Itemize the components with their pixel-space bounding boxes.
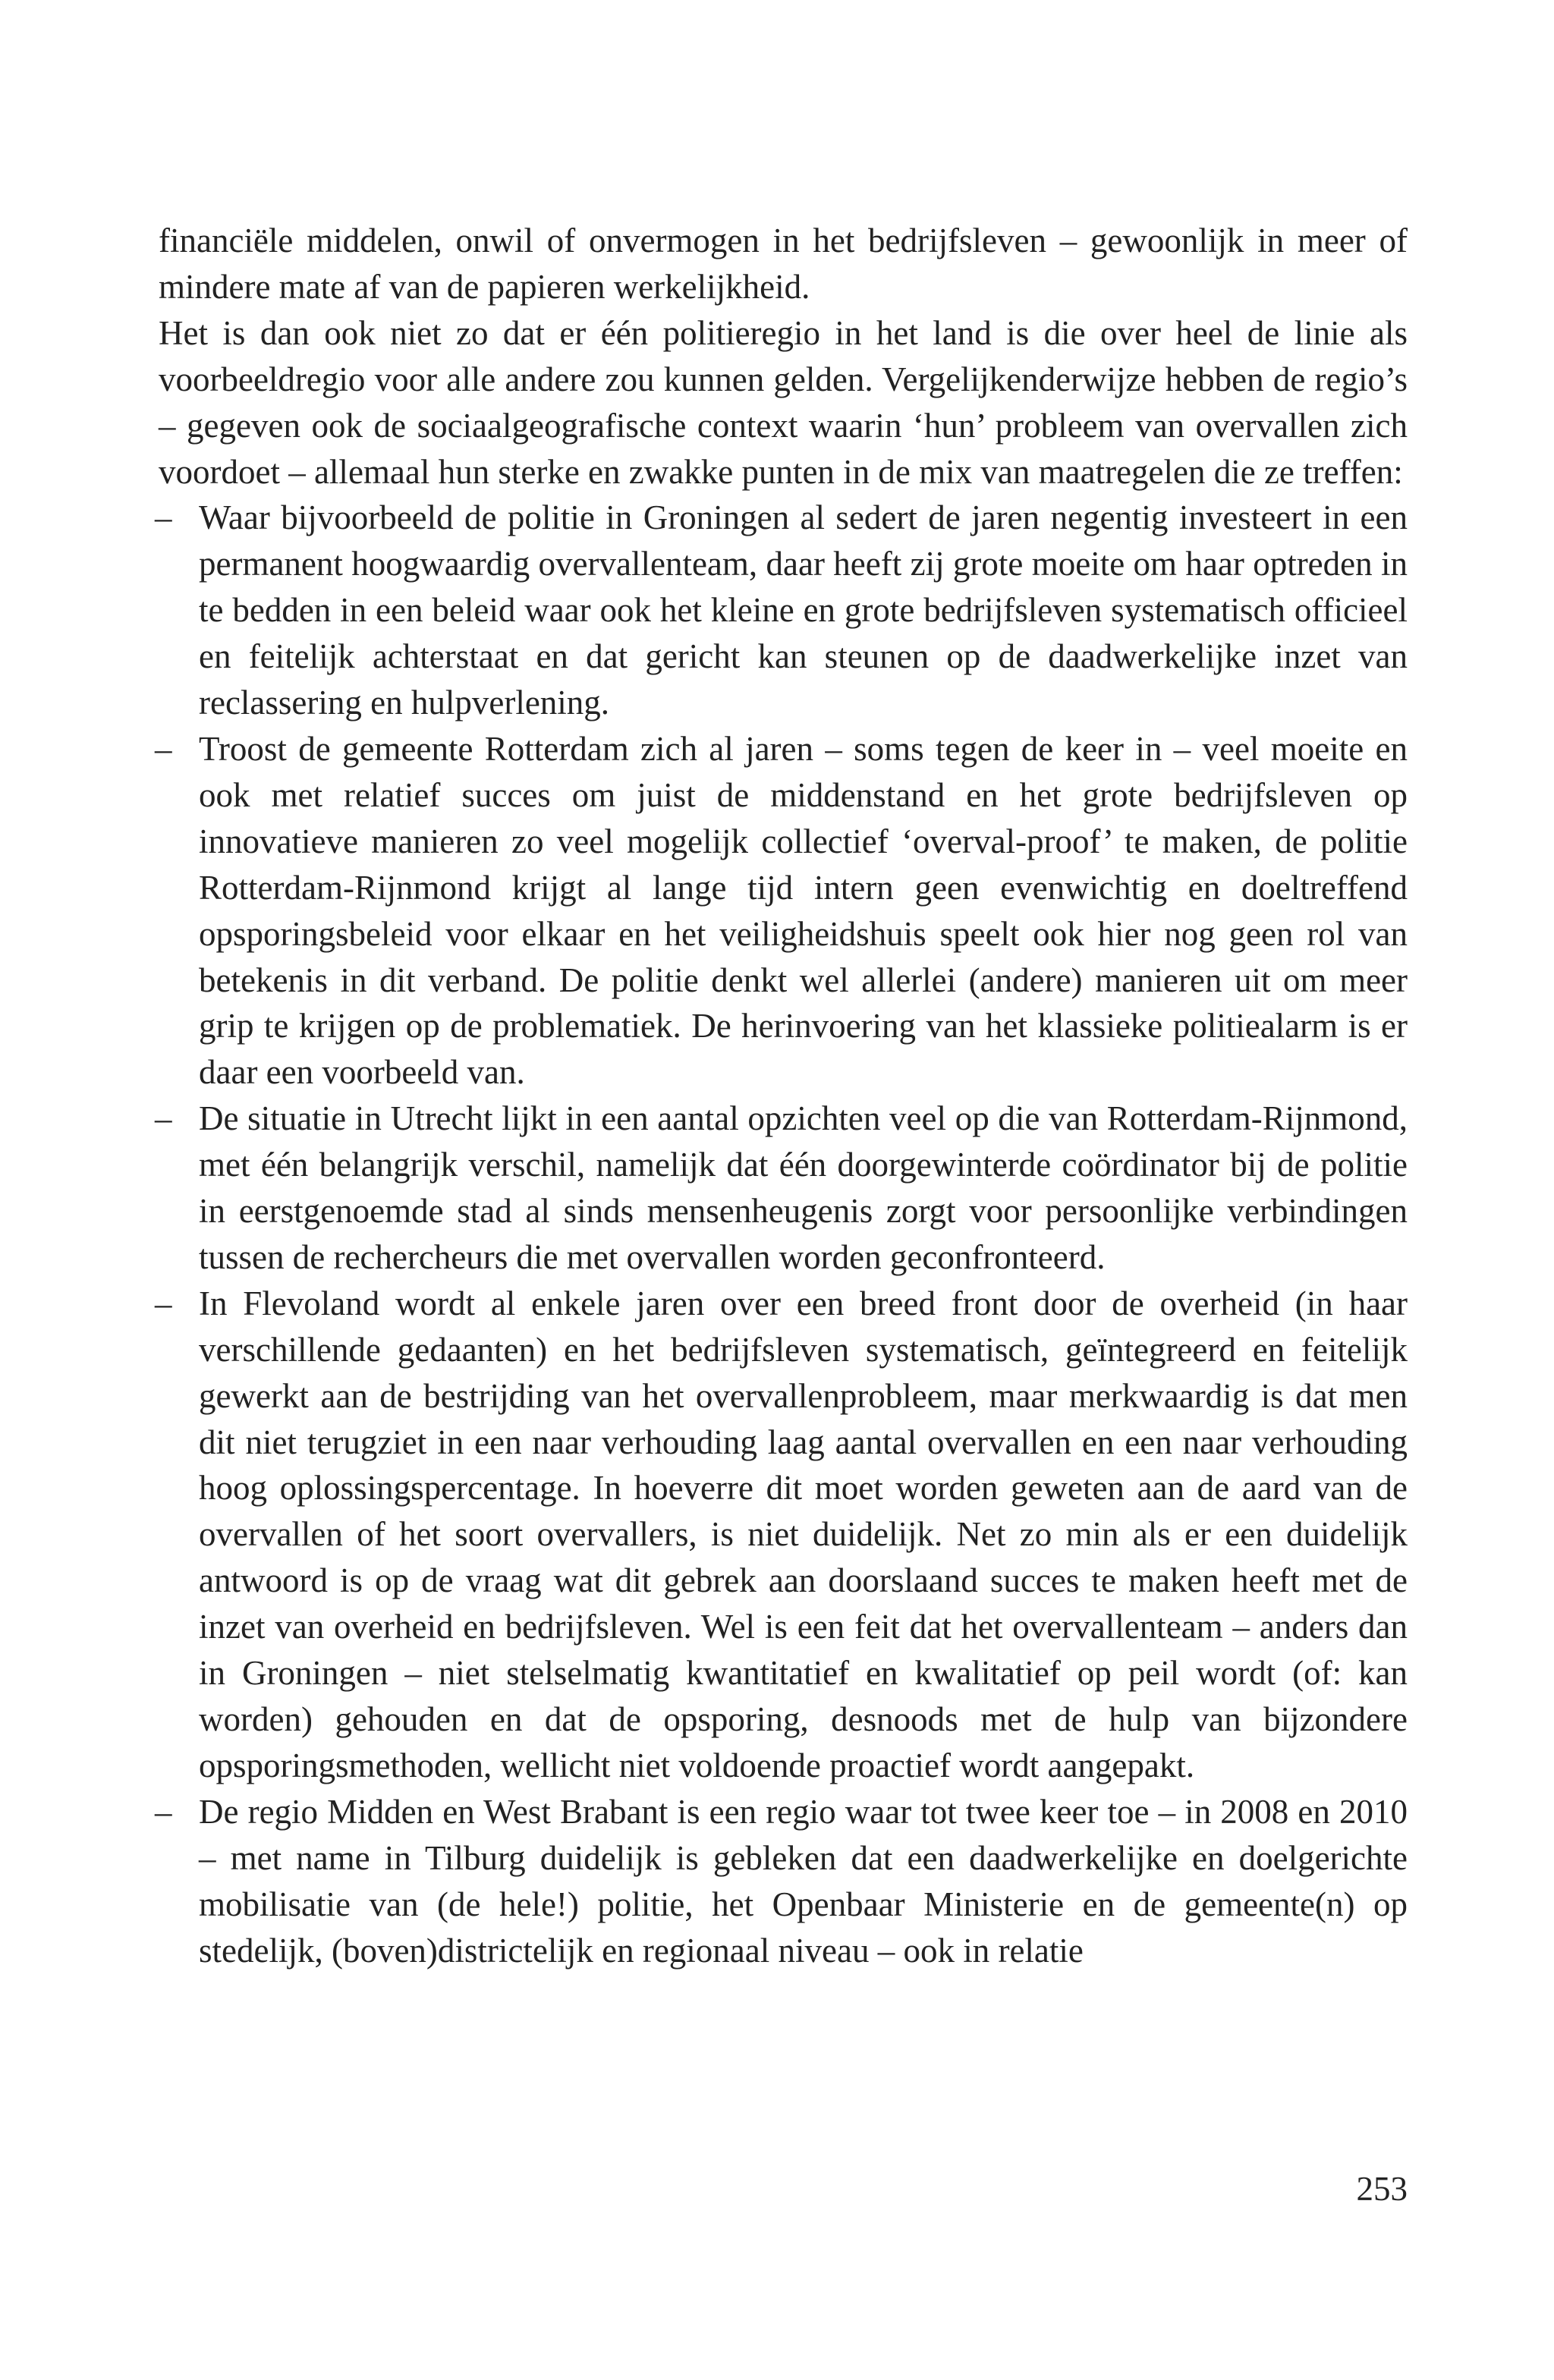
paragraph-regions-intro: Het is dan ook niet zo dat er één politieregio in het land is die over heel de linie als voorbeeldregio voor alle andere zou kunnen gelden. Vergelijkenderwijze hebben de regio’s – gegeven ook de sociaalgeografische context waarin ‘hun’ probleem van overvallen zich voordoet – allemaal hun sterke en zwakke punten in de mix van maatregelen die ze treffen: (159, 313, 1408, 491)
list-item-groningen (155, 495, 1408, 726)
page-number: 253 (1356, 2170, 1408, 2208)
list-dash: – (155, 1284, 172, 1322)
list-item-text: Waar bijvoorbeeld de politie in Groningen al sedert de jaren negentig investeert in een permanent hoogwaardig overvallenteam, daar heeft zij grote moeite om haar optreden in te bedden in een beleid waar ook het kleine en grote bedrijfsleven systematisch officieel en feitelijk achterstaat en dat gericht kan steunen op de daadwerkelijke inzet van reclassering en hulpverlening. (199, 498, 1408, 722)
list-dash: – (155, 1099, 172, 1138)
list-item-text: In Flevoland wordt al enkele jaren over een breed front door de overheid (in haar verschillende gedaanten) en het bedrijfsleven systematisch, geïntegreerd en feitelijk gewerkt aan de bestrijding van het overvallenprobleem, maar merkwaardig is dat men dit niet terugziet in een naar verhouding laag aantal overvallen en een naar verhouding hoog oplossingspercentage. In hoeverre dit moet worden geweten aan de aard van de overvallen of het soort overvallers, is niet duidelijk. Net zo min als er een duidelijk antwoord is op de vraag wat dit gebrek aan doorslaand succes te maken heeft met de inzet van overheid en bedrijfsleven. Wel is een feit dat het overvallenteam – anders dan in Groningen – niet stelselmatig kwantitatief en kwalitatief op peil wordt (of: kan worden) gehouden en dat de opsporing, desnoods met de hulp van bijzondere opsporingsmethoden, wellicht niet voldoende proactief wordt aangepakt. (199, 1284, 1408, 1784)
list-item-text: De regio Midden en West Brabant is een regio waar tot twee keer toe – in 2008 en 2010 – met name in Tilburg duidelijk is gebleken dat een daadwerkelijke en doelgerichte mobilisatie van (de hele!) politie, het Openbaar Ministerie en de gemeente(n) op stedelijk, (boven)districtelijk en regionaal niveau – ook in relatie (199, 1792, 1408, 1970)
list-item-utrecht (155, 1096, 1408, 1281)
list-item-text: Troost de gemeente Rotterdam zich al jaren – soms tegen de keer in – veel moeite en ook met relatief succes om juist de middenstand en het grote bedrijfsleven op innovatieve manieren zo veel mogelijk collectief ‘overval-proof’ te maken, de politie Rotterdam-Rijnmond krijgt al lange tijd intern geen evenwichtig en doeltreffend opsporingsbeleid voor elkaar en het veiligheidshuis speelt ook hier nog geen rol van betekenis in dit verband. De politie denkt wel allerlei (andere) manieren uit om meer grip te krijgen op de problematiek. De herinvoering van het klassieke politiealarm is er daar een voorbeeld van. (199, 729, 1408, 1092)
list-dash: – (155, 1792, 172, 1831)
list-item-flevoland (155, 1281, 1408, 1789)
region-list (155, 495, 1408, 1973)
list-dash: – (155, 729, 172, 768)
list-item-text: De situatie in Utrecht lijkt in een aantal opzichten veel op die van Rotterdam-Rijnmond, met één belangrijk verschil, namelijk dat één doorgewinterde coördinator bij de politie in eerstgenoemde stad al sinds mensenheugenis zorgt voor persoonlijke verbindingen tussen de rechercheurs die met overvallen worden geconfronteerd. (199, 1099, 1408, 1276)
list-item-brabant (155, 1789, 1408, 1974)
list-dash: – (155, 498, 172, 537)
body-text (155, 218, 1408, 1973)
paragraph-continued: financiële middelen, onwil of onvermogen in het bedrijfsleven – gewoonlijk in meer of mindere mate af van de papieren werkelijkheid. (159, 222, 1408, 306)
list-item-rotterdam (155, 726, 1408, 1096)
